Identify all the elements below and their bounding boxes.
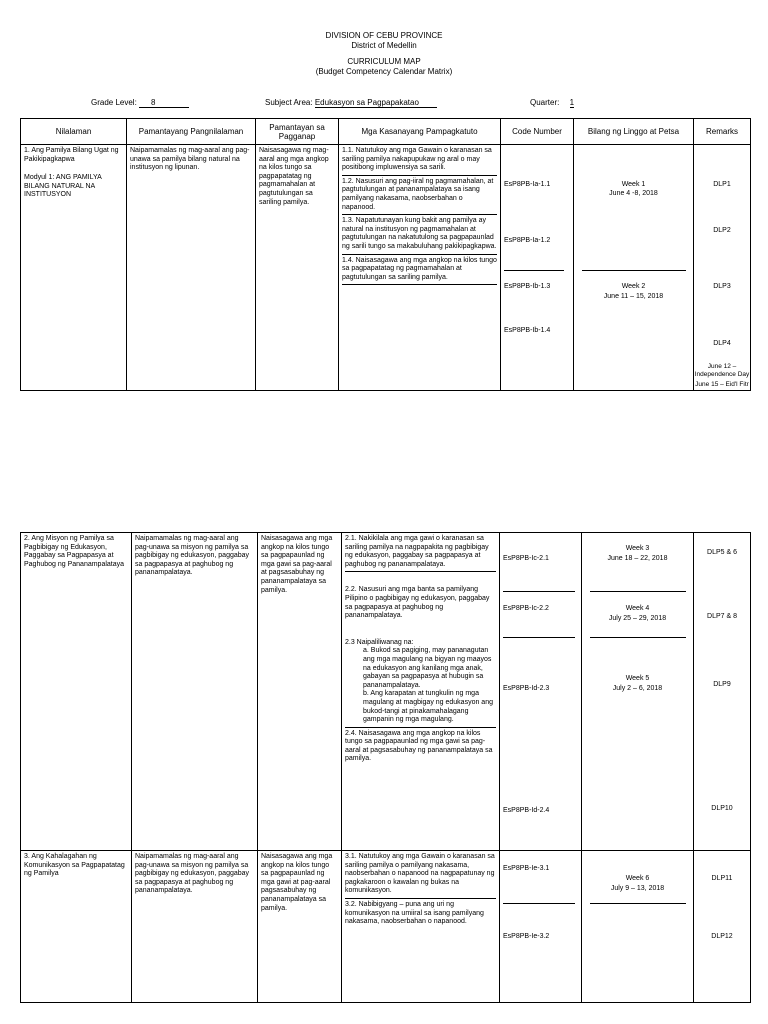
code-number: EsP8PB-Ic-2.2 — [503, 605, 549, 612]
remarks-cell — [694, 533, 751, 851]
remark: DLP3 — [713, 283, 731, 290]
competency-subitem: b. Ang karapatan at tungkulin ng mga magulang at magbigay ng edukasyon ang bukod-tangi at pinakamahalagang gampanin ng mga magulang. — [363, 690, 493, 724]
column-header: Bilang ng Linggo at Petsa — [574, 119, 694, 145]
remark: DLP2 — [713, 227, 731, 234]
column-header: Code Number — [501, 119, 574, 145]
remark-note: June 15 – Eid'l Fitr — [695, 381, 749, 388]
remarks-cell — [694, 145, 751, 391]
code-number: EsP8PB-Id-2.4 — [503, 807, 550, 814]
week-cell — [582, 533, 694, 851]
competency-subitem: a. Bukod sa pagiging, may pananagutan ang mga magulang na bigyan ng maayos na edukasyon ang kanilang mga anak, gabayan sa pagpapasya at hubugin sa pananampalataya. — [363, 647, 492, 689]
district-title: District of Medellin — [351, 41, 417, 50]
performance-standard-cell: Naisasagawa ang mga angkop na kilos tungo sa pagpapaunlad ng mga gawi at pag-aaral pagsasabuhay ng pananampalataya sa pamilya. — [258, 851, 342, 1003]
week-date: July 25 – 29, 2018 — [608, 615, 667, 622]
competency-item: 3.1. Natutukoy ang mga Gawain o karanasan sa sariling pamilya o pamilyang nakasama, naobserbahan o napanood na nagpapatunay ng pagkakaroon o kawalan ng bukas na komunikasyon. — [345, 853, 496, 899]
table-row — [21, 851, 751, 1003]
column-header: Mga Kasanayang Pampagkatuto — [339, 119, 501, 145]
competency-item: 2.4. Naisasagawa ang mga angkop na kilos tungo sa pagpapaunlad ng mga gawi sa pag-aaral at pagsasabuhay ng pananampalataya sa pamilya. — [345, 729, 493, 763]
week-label: Week 5 — [625, 675, 650, 682]
remark: DLP10 — [711, 805, 733, 812]
remark: DLP11 — [711, 875, 733, 882]
remark: DLP9 — [713, 681, 731, 688]
skills-cell — [342, 533, 500, 851]
division-title: DIVISION OF CEBU PROVINCE — [325, 31, 443, 40]
week-divider — [590, 903, 686, 904]
competency-item: 2.1. Nakikilala ang mga gawi o karanasan sa sariling pamilya na nagpapakita ng pagbibigay ng edukasyon, paggabay sa pagpapasya at paghubog ng pananampalataya. — [345, 535, 496, 572]
week-label: Week 2 — [621, 283, 646, 290]
curriculum-table-2 — [20, 532, 751, 1003]
document-title: CURRICULUM MAP — [347, 57, 421, 66]
skills-cell — [339, 145, 501, 391]
remark-note: June 12 – Independence Day — [694, 363, 750, 378]
code-number: EsP8PB-Ie-3.2 — [503, 933, 550, 940]
table-row — [21, 145, 751, 391]
content-topic: 1. Ang Pamilya Bilang Ugat ng Pakikipagkapwa — [24, 147, 119, 163]
document-subtitle: (Budget Competency Calendar Matrix) — [315, 67, 453, 76]
competency-item: 1.4. Naisasagawa ang mga angkop na kilos tungo sa pagpapatatag ng pagmamahalan at pagtutulungan sa sariling pamilya. — [342, 257, 497, 286]
performance-standard-cell: Naisasagawa ng mag-aaral ang mga angkop na kilos tungo sa pagpapatatag ng pagmamahalan at pagtutulungan sa sariling pamilya. — [256, 145, 339, 391]
grade-level — [91, 98, 189, 108]
week-label: Week 4 — [625, 605, 650, 612]
code-number: EsP8PB-Id-2.3 — [503, 685, 550, 692]
grade-level-label: Grade Level: — [91, 98, 137, 107]
week-divider — [590, 591, 686, 592]
content-standard-cell: Naipamamalas ng mag-aaral ang pag-unawa sa pamilya bilang natural na institusyon ng lipunan. — [127, 145, 256, 391]
week-label: Week 3 — [625, 545, 650, 552]
code-number: EsP8PB-Ia-1.2 — [504, 237, 551, 244]
week-date: July 9 – 13, 2018 — [610, 885, 665, 892]
week-divider — [590, 637, 686, 638]
week-date: June 18 – 22, 2018 — [607, 555, 668, 562]
content-cell — [21, 145, 127, 391]
week-divider — [582, 270, 686, 271]
code-divider — [503, 903, 575, 904]
competency-intro: 2.3 Naipaliliwanag na: — [345, 638, 414, 646]
content-standard-cell: Naipamamalas ng mag-aaral ang pag-unawa sa misyon ng pamilya sa pagbibigay ng edukasyon, paggabay sa pagpapasya at paghubog ng pananampalataya. — [132, 851, 258, 1003]
remark: DLP4 — [713, 340, 731, 347]
remark: DLP1 — [713, 181, 731, 188]
competency-item: 1.3. Napatutunayan kung bakit ang pamilya ay natural na institusyon ng pagmamahalan at pagtutulungan na nakatutulong sa pagpapaunlad ng sarili tungo sa makabuluhang pakikipagkapwa. — [342, 217, 497, 254]
code-number: EsP8PB-Ib-1.3 — [504, 283, 551, 290]
column-header: Nilalaman — [21, 119, 127, 145]
grade-level-value: 8 — [139, 98, 189, 108]
skills-cell — [342, 851, 500, 1003]
code-number: EsP8PB-Ia-1.1 — [504, 181, 551, 188]
code-divider — [504, 270, 564, 271]
table-row — [21, 533, 751, 851]
competency-item: 1.1. Natutukoy ang mga Gawain o karanasan sa sariling pamilya nakapupukaw ng aral o may positibong impluwensiya sa sarili. — [342, 147, 497, 176]
week-date: June 11 – 15, 2018 — [603, 293, 664, 300]
code-cell — [500, 533, 582, 851]
content-cell: 2. Ang Misyon ng Pamilya sa Pagbibigay ng Edukasyon, Paggabay sa Pagpapasya at Paghubog ng Pananampalataya — [21, 533, 132, 851]
subject-area-label: Subject Area: — [265, 98, 313, 107]
week-cell — [582, 851, 694, 1003]
content-cell: 3. Ang Kahalagahan ng Komunikasyon sa Pagpapatatag ng Pamilya — [21, 851, 132, 1003]
content-module: Modyul 1: ANG PAMILYA BILANG NATURAL NA INSTITUSYON — [24, 174, 102, 199]
remark: DLP7 & 8 — [707, 613, 737, 620]
column-header: Pamantayang Pangnilalaman — [127, 119, 256, 145]
code-number: EsP8PB-Ib-1.4 — [504, 327, 551, 334]
code-number: EsP8PB-Ic-2.1 — [503, 555, 549, 562]
competency-item: 1.2. Nasusuri ang pag-iiral ng pagmamahalan, at pagtutulungan at pananampalataya sa isang pamilyang nakasama, naobserbahan o napanood. — [342, 178, 497, 215]
competency-item: 3.2. Nabibigyang – puna ang uri ng komunikasyon na umiiral sa isang pamilyang nakasama, naobserbahan o napanood. — [345, 900, 484, 926]
content-standard-cell: Naipamamalas ng mag-aaral ang pag-unawa sa misyon ng pamilya sa pagbibigay ng edukasyon, paggabay sa pagpapasya at paghubog ng pananampalataya. — [132, 533, 258, 851]
week-label: Week 6 — [625, 875, 650, 882]
code-cell — [501, 145, 574, 391]
code-cell — [500, 851, 582, 1003]
subject-area-value: Edukasyon sa Pagpapakatao — [315, 98, 437, 108]
week-date: July 2 – 6, 2018 — [612, 685, 663, 692]
week-cell — [574, 145, 694, 391]
code-divider — [503, 637, 575, 638]
competency-item: 2.2. Nasusuri ang mga banta sa pamilyang Pilipino o pagbibigay ng edukasyon, paggabay sa pagpapasya at paghubog ng pananampalataya. — [345, 586, 490, 620]
week-date: June 4 -8, 2018 — [609, 190, 658, 197]
quarter-value: 1 — [569, 98, 575, 107]
curriculum-table-1 — [20, 118, 751, 391]
remark: DLP12 — [711, 933, 733, 940]
table-header-row — [21, 119, 751, 145]
remarks-cell — [694, 851, 751, 1003]
week-label: Week 1 — [621, 181, 646, 188]
remark: DLP5 & 6 — [707, 549, 737, 556]
performance-standard-cell: Naisasagawa ang mga angkop na kilos tungo sa pagpapaunlad ng mga gawi sa pag-aaral at pagsasabuhay ng pananampalataya sa pamilya. — [258, 533, 342, 851]
subject-area — [265, 98, 437, 108]
column-header: Pamantayan sa Pagganap — [256, 119, 339, 145]
column-header: Remarks — [694, 119, 751, 145]
quarter-label: Quarter: — [530, 98, 560, 107]
code-number: EsP8PB-Ie-3.1 — [503, 865, 550, 872]
code-divider — [503, 591, 575, 592]
quarter — [530, 98, 574, 108]
competency-item — [345, 639, 496, 728]
